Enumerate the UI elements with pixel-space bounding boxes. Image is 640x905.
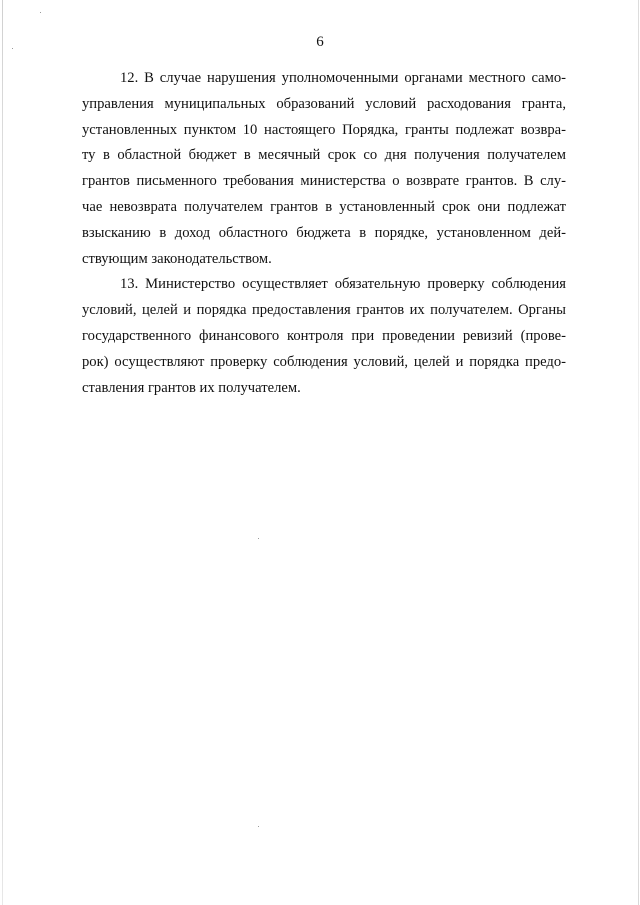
text-line: грантов письменного требования министерства о возврате грантов. В слу-	[82, 173, 566, 190]
scan-speck	[40, 12, 41, 13]
text-line: условий, целей и порядка предоставления грантов их получателем. Органы	[82, 302, 566, 319]
scan-speck	[258, 538, 259, 539]
document-body	[82, 66, 566, 401]
text-line: управления муниципальных образований условий расходования гранта,	[82, 95, 566, 112]
text-line: установленных пунктом 10 настоящего Порядка, гранты подлежат возвра-	[82, 121, 566, 138]
scan-edge-left	[2, 0, 3, 905]
text-line: рок) осуществляют проверку соблюдения условий, целей и порядка предо-	[82, 353, 566, 370]
paragraph-13	[82, 272, 566, 401]
text-line: чае невозврата получателем грантов в установленный срок они подлежат	[82, 198, 566, 215]
paragraph-12	[82, 66, 566, 272]
scan-speck	[258, 826, 259, 827]
text-line: ту в областной бюджет в месячный срок со дня получения получателем	[82, 147, 566, 164]
scan-edge-right	[638, 0, 639, 905]
text-line: 12. В случае нарушения уполномоченными органами местного само-	[120, 70, 566, 86]
page-number: 6	[316, 34, 324, 50]
text-line: взысканию в доход областного бюджета в порядке, установленном дей-	[82, 224, 566, 241]
text-line: 13. Министерство осуществляет обязательную проверку соблюдения	[120, 276, 566, 293]
text-line: государственного финансового контроля при проведении ревизий (прове-	[82, 327, 566, 344]
text-line: ставления грантов их получателем.	[82, 379, 301, 396]
text-line: ствующим законодательством.	[82, 250, 272, 267]
